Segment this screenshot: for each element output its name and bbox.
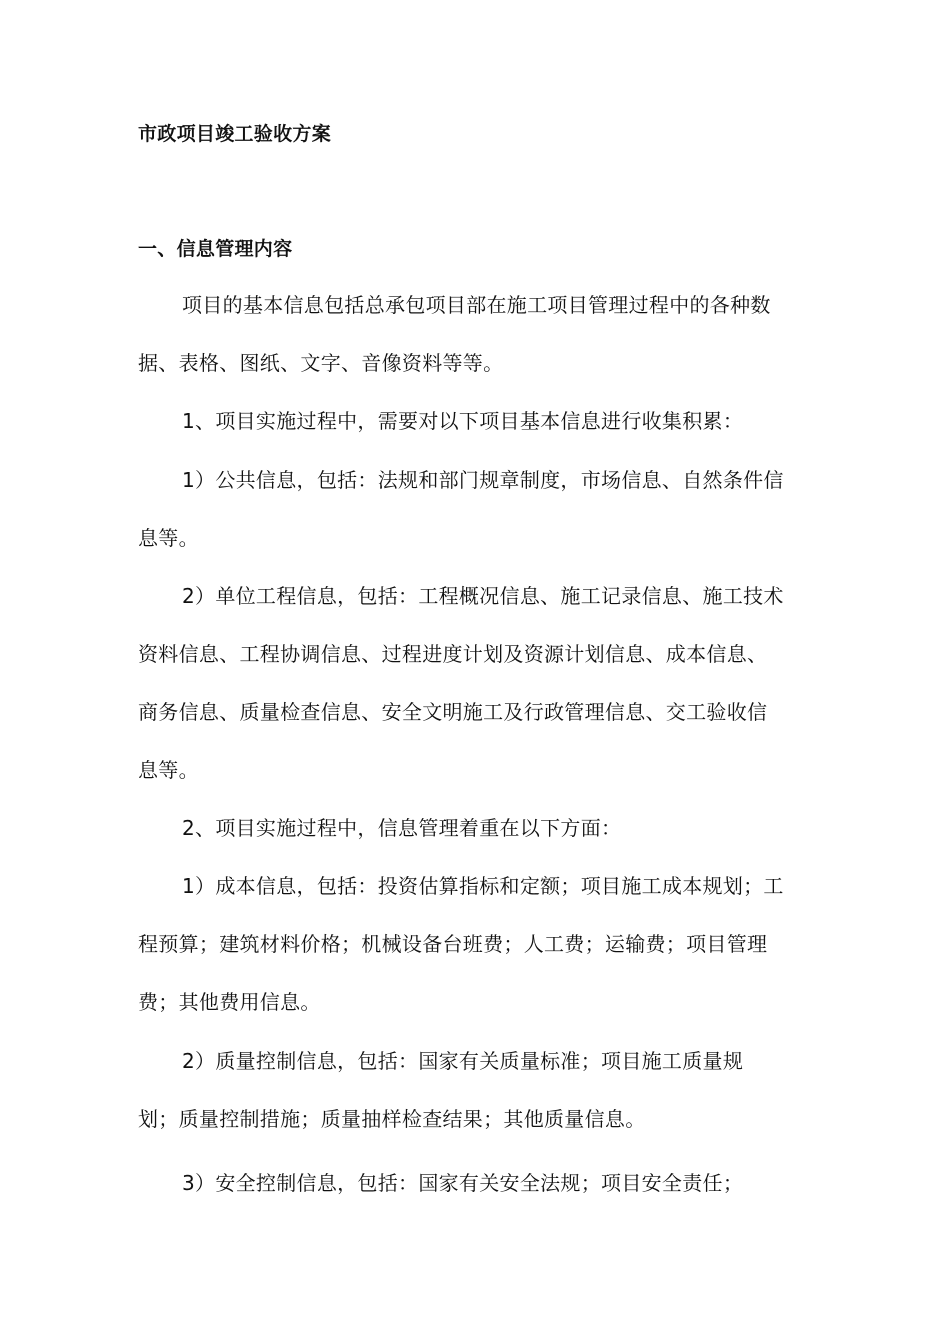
paragraph-line: 1）公共信息，包括：法规和部门规章制度，市场信息、自然条件信 xyxy=(182,468,784,492)
paragraph-line: 项目的基本信息包括总承包项目部在施工项目管理过程中的各种数 xyxy=(182,293,771,317)
paragraph-line: 2）单位工程信息，包括：工程概况信息、施工记录信息、施工技术 xyxy=(182,584,784,608)
document-title: 市政项目竣工验收方案 xyxy=(138,123,332,145)
paragraph-line: 1、项目实施过程中，需要对以下项目基本信息进行收集积累： xyxy=(182,409,744,433)
paragraph-line: 资料信息、工程协调信息、过程进度计划及资源计划信息、成本信息、 xyxy=(138,642,768,666)
paragraph-line: 商务信息、质量检查信息、安全文明施工及行政管理信息、交工验收信 xyxy=(138,700,768,724)
paragraph-line: 程预算；建筑材料价格；机械设备台班费；人工费；运输费；项目管理 xyxy=(138,932,768,956)
paragraph-line: 息等。 xyxy=(138,526,199,550)
paragraph-line: 3）安全控制信息，包括：国家有关安全法规；项目安全责任； xyxy=(182,1171,744,1195)
paragraph-line: 费；其他费用信息。 xyxy=(138,990,321,1014)
section-heading: 一、信息管理内容 xyxy=(138,238,293,260)
paragraph-line: 2、项目实施过程中，信息管理着重在以下方面： xyxy=(182,816,622,840)
paragraph-line: 息等。 xyxy=(138,758,199,782)
paragraph-line: 划；质量控制措施；质量抽样检查结果；其他质量信息。 xyxy=(138,1107,646,1131)
paragraph-line: 2）质量控制信息，包括：国家有关质量标准；项目施工质量规 xyxy=(182,1049,744,1073)
paragraph-line: 据、表格、图纸、文字、音像资料等等。 xyxy=(138,351,504,375)
paragraph-line: 1）成本信息，包括：投资估算指标和定额；项目施工成本规划；工 xyxy=(182,874,784,898)
